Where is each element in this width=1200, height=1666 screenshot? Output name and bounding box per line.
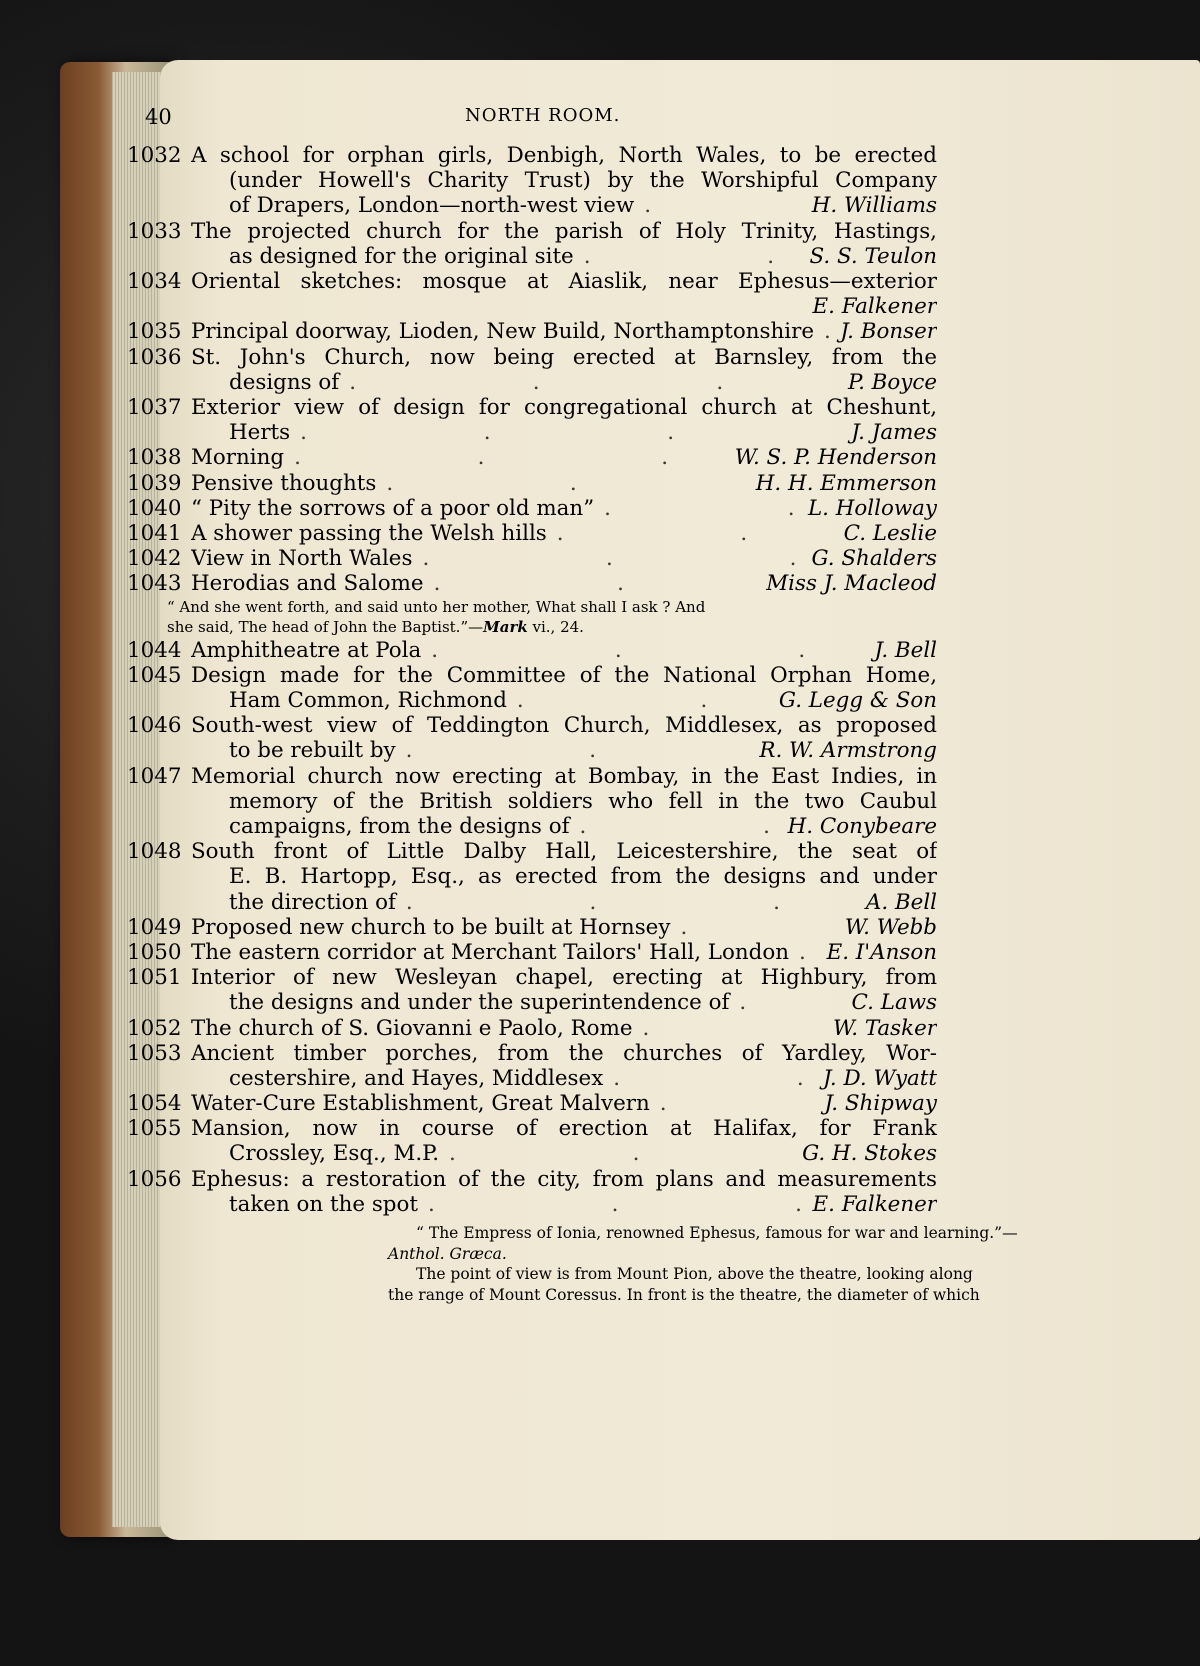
entry-title-text: taken on the spot [229, 1191, 418, 1217]
entry-title-tail [191, 1091, 937, 1116]
entry-title-line: Ephesus: a restoration of the city, from plans and measurements [191, 1166, 937, 1192]
entry-title-tail [191, 1016, 937, 1041]
catalogue-entry [127, 940, 937, 965]
catalogue-entry [127, 1041, 937, 1091]
entry-number: 1053 [127, 1040, 182, 1066]
entry-title-tail [191, 638, 937, 663]
entry-number: 1036 [127, 344, 182, 370]
entry-title-tail [191, 1066, 937, 1091]
entry-artist: H. Conybeare [787, 813, 937, 839]
entry-title-text: View in North Wales [191, 546, 413, 572]
entry-artist: J. Bell [874, 637, 937, 663]
entry-number: 1032 [127, 143, 182, 168]
catalogue-entry [127, 571, 937, 596]
entry-title-text: Principal doorway, Lioden, New Build, Northamptonshire [191, 319, 814, 345]
entry-number: 1042 [127, 546, 182, 572]
catalogue-entries [127, 143, 937, 1217]
page-number: 40 [145, 105, 172, 129]
entry-artist: G. Legg & Son [778, 687, 937, 713]
entry-number: 1037 [127, 394, 182, 420]
entry-artist: P. Boyce [848, 369, 937, 395]
entry-title-text: as designed for the original site [229, 243, 574, 269]
entry-number: 1049 [127, 914, 182, 940]
catalogue-entry [127, 915, 937, 940]
dot-leader [428, 1192, 803, 1217]
entry-artist: E. I'Anson [826, 939, 937, 965]
entry-title-tail [191, 738, 937, 763]
entry-title-tail [191, 471, 937, 496]
catalogue-entry [127, 496, 937, 521]
entry-title-text: the designs and under the superintendence of [229, 990, 730, 1016]
entry-artist: H. H. Emmerson [755, 470, 937, 496]
entry-artist: Miss J. Macleod [766, 571, 937, 597]
notes-1056 [388, 1223, 1028, 1305]
quote-line-2-text: she said, The head of John the Baptist.”— [167, 617, 484, 636]
quote-1043 [127, 597, 937, 637]
entry-title-line: Mansion, now in course of erection at Halifax, for Frank [191, 1116, 937, 1142]
catalogue-entry [127, 1016, 937, 1041]
section-title: NORTH ROOM. [465, 105, 621, 126]
dot-leader [643, 1016, 823, 1041]
entry-title-text: Amphitheatre at Pola [191, 637, 422, 663]
entry-title-text: A shower passing the Welsh hills [191, 520, 547, 546]
catalogue-entry [127, 713, 937, 763]
note-quote-text: “ The Empress of Ionia, renowned Ephesus, famous for war and learning.”— [416, 1224, 1018, 1242]
entry-number: 1040 [127, 495, 182, 521]
entry-title-text: campaigns, from the designs of [229, 813, 570, 839]
entry-title-text: cestershire, and Hayes, Middlesex [229, 1065, 604, 1091]
catalogue-entry [127, 546, 937, 571]
entry-artist: J. James [851, 420, 937, 446]
entry-artist: G. H. Stokes [802, 1141, 937, 1167]
entry-title-tail [191, 688, 937, 713]
catalogue-entry [127, 445, 937, 470]
entry-title-tail [191, 521, 937, 546]
dot-leader [349, 370, 838, 395]
entry-title-line: memory of the British soldiers who fell in the two Caubul [229, 788, 937, 814]
entry-title-text: Pensive thoughts [191, 470, 377, 496]
entry-number: 1052 [127, 1015, 182, 1041]
entry-title-line: Memorial church now erecting at Bombay, in the East Indies, in [191, 763, 937, 789]
entry-artist: E. Falkener [812, 294, 937, 320]
dot-leader [644, 193, 802, 218]
catalogue-entry [127, 1091, 937, 1116]
catalogue-entry [127, 269, 937, 319]
entry-number: 1043 [127, 571, 182, 597]
entry-title-tail [191, 890, 937, 915]
entry-title-text: “ Pity the sorrows of a poor old man” [191, 495, 595, 521]
note-source-text: Anthol. Græca. [388, 1244, 507, 1263]
catalogue-entry [127, 638, 937, 663]
catalogue-entry [127, 839, 937, 915]
entry-title-tail [191, 370, 937, 395]
entry-title-text: The church of S. Giovanni e Paolo, Rome [191, 1015, 633, 1041]
quote-line-1: “ And she went forth, and said unto her mother, What shall I ask ? And [167, 597, 706, 616]
dot-leader [584, 244, 800, 269]
entry-title-line: Oriental sketches: mosque at Aiaslik, near Ephesus—exterior [191, 268, 937, 294]
entry-number: 1055 [127, 1116, 182, 1142]
entry-artist: S. S. Teulon [809, 243, 937, 269]
entry-title-tail [191, 420, 937, 445]
entry-title-line: South-west view of Teddington Church, Middlesex, as proposed [191, 713, 937, 739]
entry-title-tail [191, 1192, 937, 1217]
entry-title-line: Exterior view of design for congregational church at Cheshunt, [191, 394, 937, 420]
entry-number: 1044 [127, 637, 182, 663]
entry-title-text: of Drapers, London—north-west view [229, 193, 635, 219]
entry-title-text: Herodias and Salome [191, 571, 424, 597]
entry-artist: J. D. Wyatt [822, 1065, 937, 1091]
entry-number: 1047 [127, 763, 182, 789]
entry-title-text: Crossley, Esq., M.P. [229, 1141, 440, 1167]
dot-leader [680, 915, 834, 940]
entry-artist: G. Shalders [811, 546, 937, 572]
entry-artist: W. Webb [844, 914, 937, 940]
entry-number: 1048 [127, 839, 182, 865]
catalogue-entry [127, 471, 937, 496]
note-description-cont [388, 1285, 1028, 1306]
entry-artist: W. Tasker [832, 1015, 937, 1041]
entry-title-tail [191, 1141, 937, 1166]
entry-title-tail [191, 445, 937, 470]
entry-artist: C. Laws [851, 990, 937, 1016]
note-description-line-1: The point of view is from Mount Pion, above the theatre, looking along [416, 1265, 973, 1283]
catalogue-entry [127, 395, 937, 445]
running-head [145, 105, 1045, 135]
entry-number: 1045 [127, 662, 182, 688]
catalogue-entry [127, 764, 937, 840]
dot-leader [294, 445, 725, 470]
entry-title-tail [191, 244, 937, 269]
entry-number: 1046 [127, 713, 182, 739]
entry-artist: W. S. P. Henderson [734, 445, 937, 471]
dot-leader [406, 890, 856, 915]
dot-leader [613, 1066, 813, 1091]
dot-leader [557, 521, 834, 546]
note-description-line-2: the range of Mount Coressus. In front is the theatre, the diameter of which [388, 1285, 980, 1304]
entry-title-line: E. B. Hartopp, Esq., as erected from the designs and under [229, 864, 937, 890]
dot-leader [660, 1091, 815, 1116]
entry-title-line: The projected church for the parish of Holy Trinity, Hastings, [191, 218, 937, 244]
dot-leader [799, 940, 817, 965]
catalogue-entry [127, 965, 937, 1015]
entry-number: 1051 [127, 965, 182, 991]
entry-title-tail [191, 193, 937, 218]
entry-title-tail [191, 915, 937, 940]
entry-title-text: Water-Cure Establishment, Great Malvern [191, 1091, 650, 1117]
entry-title-line: Ancient timber porches, from the churches of Yardley, Wor- [191, 1040, 937, 1066]
entry-title-text: designs of [229, 369, 340, 395]
dot-leader [824, 319, 830, 344]
entry-title-line: Interior of new Wesleyan chapel, erecting at Highbury, from [191, 965, 937, 991]
entry-artist: L. Holloway [807, 495, 937, 521]
dot-leader [422, 546, 801, 571]
note-quote [388, 1223, 1028, 1244]
entry-title-line: Design made for the Committee of the National Orphan Home, [191, 662, 937, 688]
entry-number: 1035 [127, 319, 182, 345]
quote-line-2-end: vi., 24. [527, 617, 584, 636]
entry-title-tail [191, 319, 937, 344]
entry-title-text: Morning [191, 445, 285, 471]
catalogue-entry [127, 345, 937, 395]
entry-artist: C. Leslie [843, 520, 937, 546]
entry-number: 1041 [127, 520, 182, 546]
dot-leader [604, 496, 798, 521]
entry-artist: R. W. Armstrong [759, 738, 937, 764]
entry-title-line: St. John's Church, now being erected at Barnsley, from the [191, 344, 937, 370]
entry-number: 1056 [127, 1166, 182, 1192]
entry-title-tail [191, 814, 937, 839]
entry-title-text: The eastern corridor at Merchant Tailors' Hall, London [191, 939, 790, 965]
dot-leader [431, 638, 864, 663]
entry-title-tail [191, 990, 937, 1015]
entry-artist: J. Shipway [824, 1091, 937, 1117]
entry-title-line: A school for orphan girls, Denbigh, North Wales, to be erected [191, 143, 937, 168]
entry-artist: J. Bonser [840, 319, 937, 345]
dot-leader [580, 814, 778, 839]
quote-line-2 [167, 617, 937, 637]
catalogue-entry [127, 219, 937, 269]
entry-number: 1039 [127, 470, 182, 496]
entry-title-tail [191, 940, 937, 965]
catalogue-entry [127, 143, 937, 219]
entry-number: 1033 [127, 218, 182, 244]
entry-title-tail [191, 571, 937, 596]
entry-artist: A. Bell [865, 889, 937, 915]
entry-title-line: South front of Little Dalby Hall, Leicestershire, the seat of [191, 839, 937, 865]
entry-title-text: Proposed new church to be built at Hornsey [191, 914, 671, 940]
catalogue-entry [127, 663, 937, 713]
catalogue-entry [127, 521, 937, 546]
entry-title-text: the direction of [229, 889, 396, 915]
entry-title-line: (under Howell's Charity Trust) by the Worshipful Company [229, 168, 937, 194]
dot-leader [434, 571, 757, 596]
entry-number: 1054 [127, 1091, 182, 1117]
entry-number: 1034 [127, 268, 182, 294]
entry-title-tail [191, 496, 937, 521]
dot-leader [406, 738, 750, 763]
dot-leader [517, 688, 769, 713]
entry-title-text: Ham Common, Richmond [229, 687, 507, 713]
entry-number: 1050 [127, 939, 182, 965]
entry-artist: H. Williams [811, 193, 937, 219]
dot-leader [449, 1141, 792, 1166]
note-source [388, 1244, 1028, 1265]
entry-title-text: Herts [229, 420, 291, 446]
catalogue-entry [127, 1167, 937, 1217]
note-description [388, 1264, 1028, 1285]
catalogue-entry [127, 319, 937, 344]
catalogue-entry [127, 1116, 937, 1166]
dot-leader [386, 471, 745, 496]
dot-leader [300, 420, 841, 445]
entry-artist: E. Falkener [812, 1191, 937, 1217]
quote-reference: Mark [483, 617, 528, 636]
entry-number: 1038 [127, 445, 182, 471]
entry-title-text: to be rebuilt by [229, 738, 396, 764]
dot-leader [739, 990, 841, 1015]
entry-title-tail [191, 546, 937, 571]
